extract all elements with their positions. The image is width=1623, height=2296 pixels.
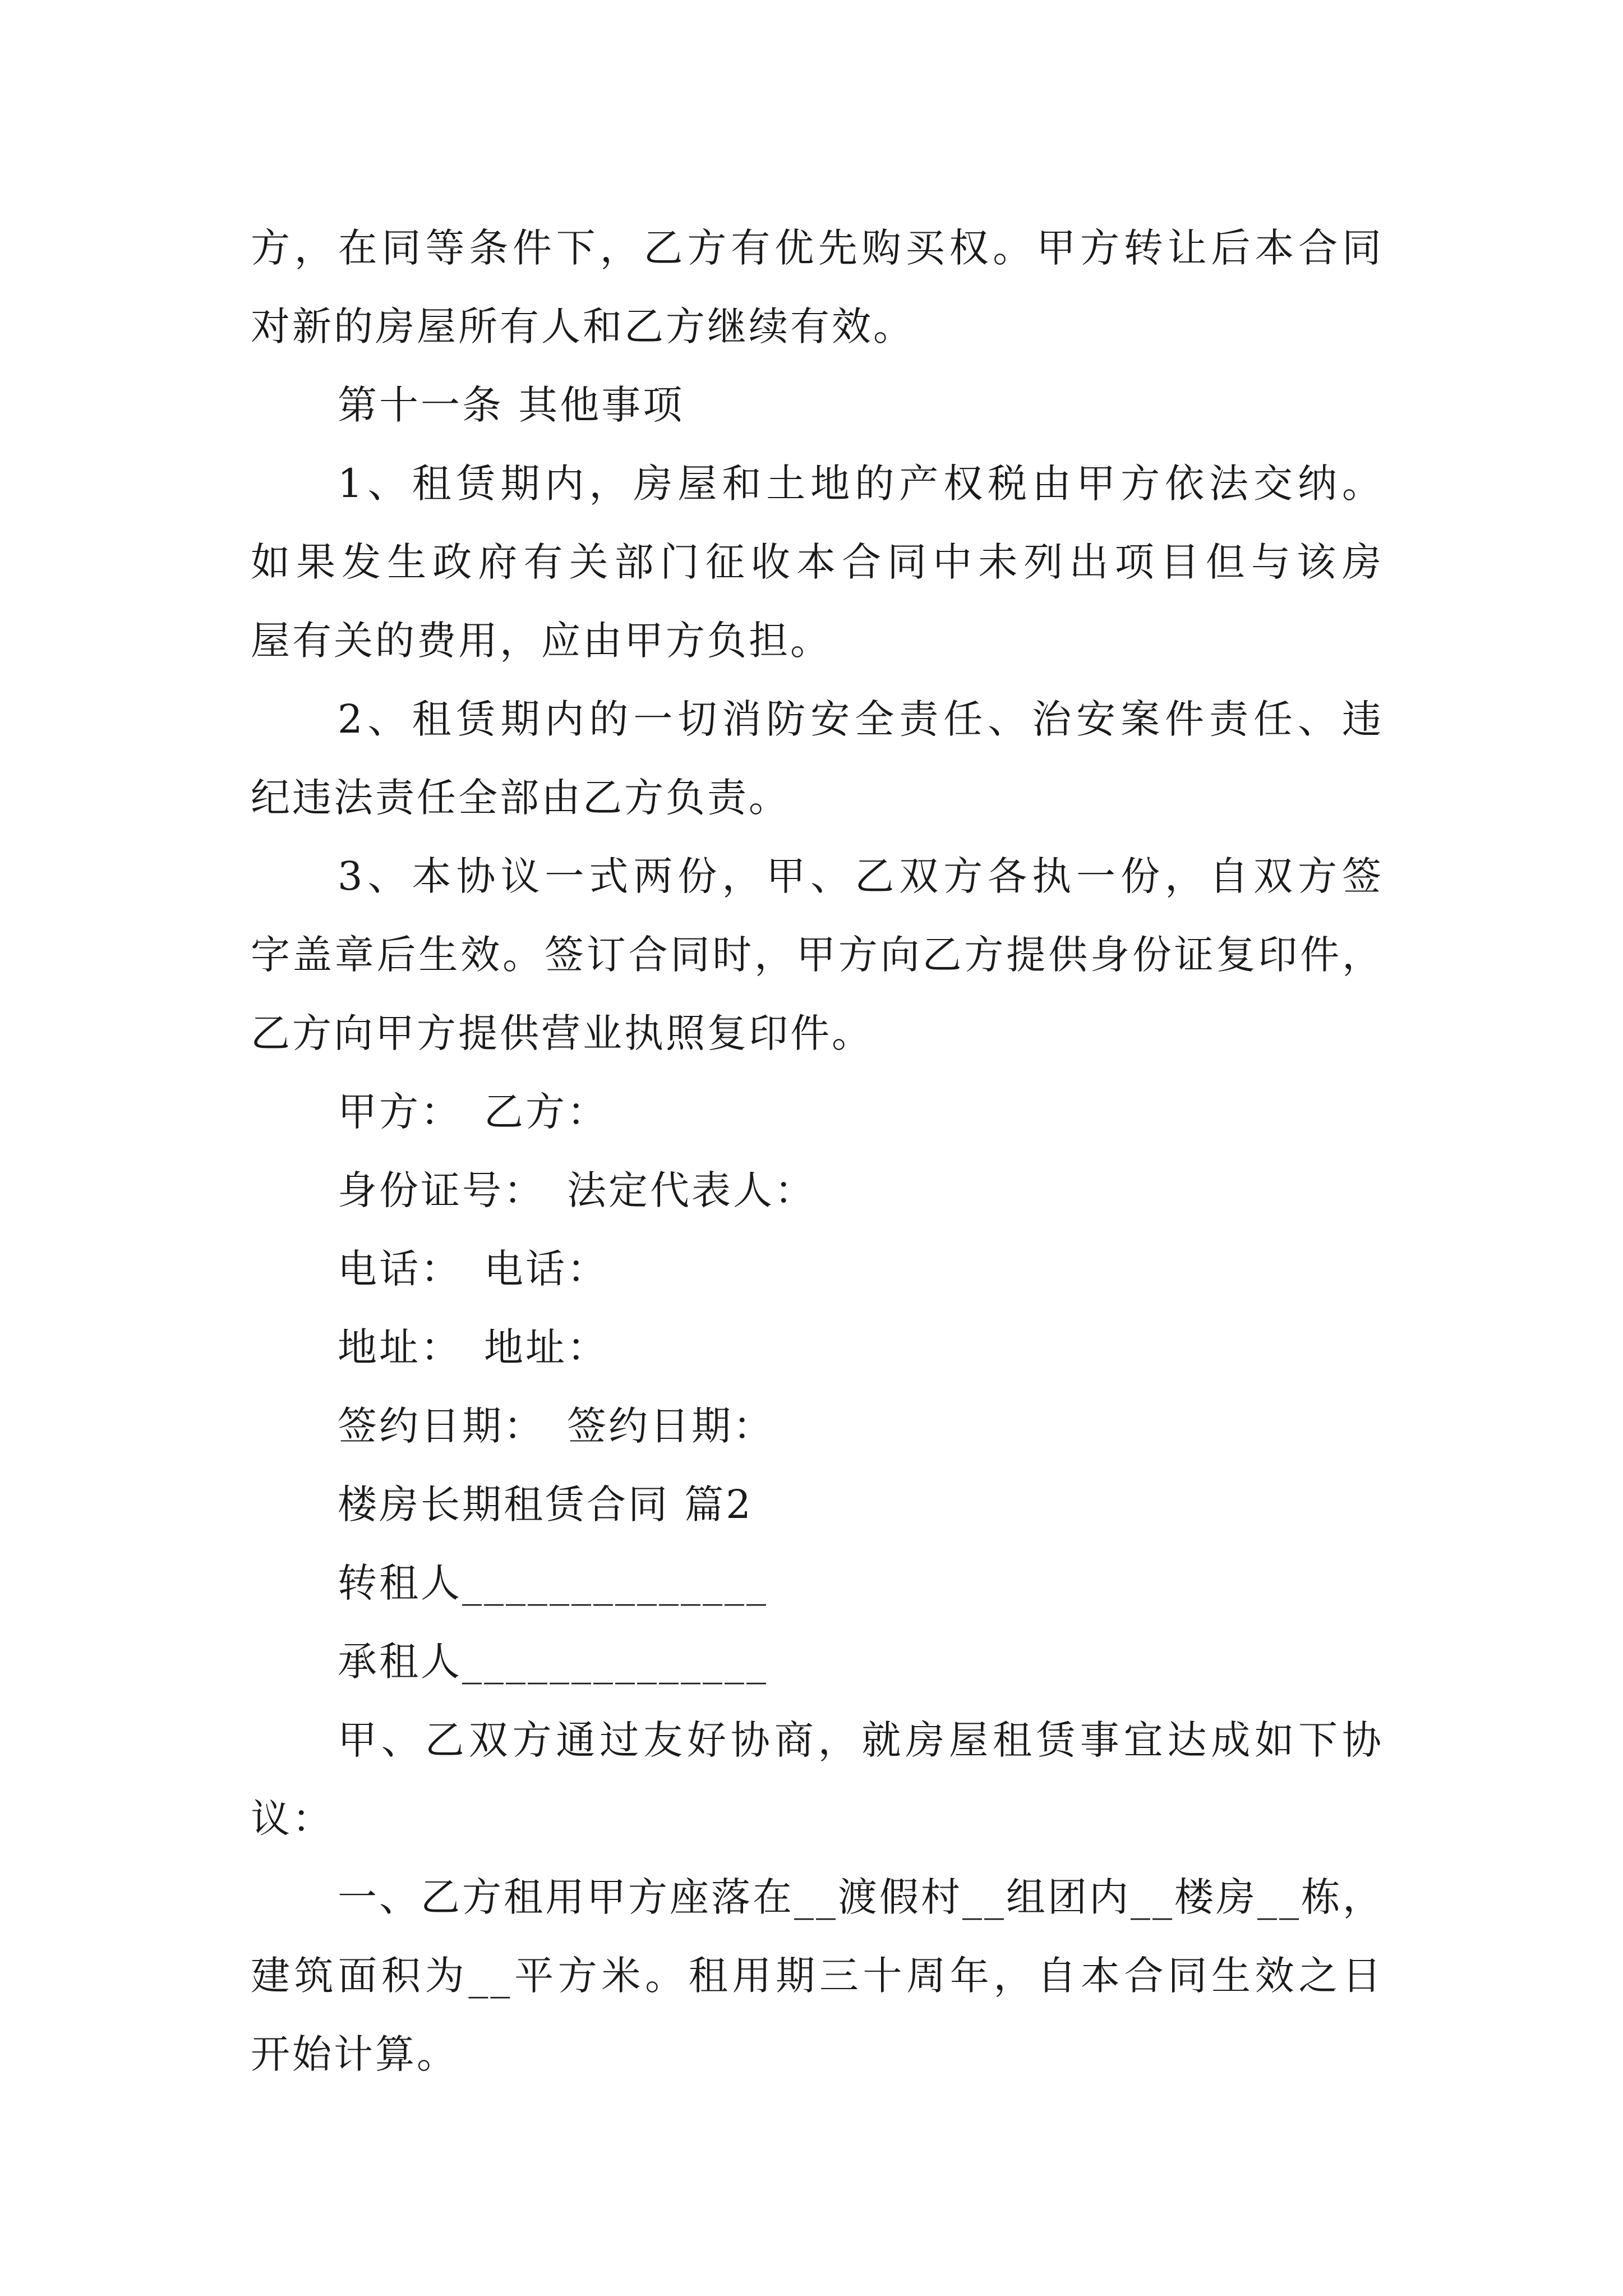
- signature-line-date: 签约日期： 签约日期：: [338, 1403, 774, 1449]
- paragraph-line: 对新的房屋所有人和乙方继续有效。: [251, 303, 915, 349]
- paragraph-line: 1、租赁期内，房屋和土地的产权税由甲方依法交纳。: [338, 461, 1384, 507]
- section-heading: 第十一条 其他事项: [338, 382, 685, 428]
- signature-line-address: 地址： 地址：: [338, 1324, 608, 1370]
- paragraph-line: 一、乙方租用甲方座落在__渡假村__组团内__楼房__栋，: [338, 1874, 1384, 1920]
- document-body: [251, 209, 1384, 2093]
- lessee-field: 承租人______________: [338, 1639, 768, 1685]
- paragraph-line: 纪违法责任全部由乙方负责。: [251, 775, 790, 821]
- signature-line-phone: 电话： 电话：: [338, 1246, 608, 1292]
- paragraph-line: 乙方向甲方提供营业执照复印件。: [251, 1010, 873, 1056]
- paragraph-line: 如果发生政府有关部门征收本合同中未列出项目但与该房: [251, 539, 1384, 585]
- signature-line-id: 身份证号： 法定代表人：: [338, 1167, 816, 1213]
- sublessor-field: 转租人______________: [338, 1560, 768, 1606]
- paragraph-line: 2、租赁期内的一切消防安全责任、治安案件责任、违: [338, 696, 1384, 742]
- paragraph-line: 甲、乙双方通过友好协商，就房屋租赁事宜达成如下协: [338, 1717, 1384, 1763]
- paragraph-line: 字盖章后生效。签订合同时，甲方向乙方提供身份证复印件，: [251, 932, 1384, 978]
- paragraph-line: 建筑面积为__平方米。租用期三十周年，自本合同生效之日: [251, 1953, 1384, 1999]
- paragraph-line: 议：: [251, 1796, 334, 1842]
- signature-line-party: 甲方： 乙方：: [338, 1089, 608, 1135]
- paragraph-line: 3、本协议一式两份，甲、乙双方各执一份，自双方签: [338, 853, 1384, 899]
- paragraph-line: 方，在同等条件下，乙方有优先购买权。甲方转让后本合同: [251, 225, 1384, 271]
- contract-title: 楼房长期租赁合同 篇2: [338, 1481, 753, 1527]
- paragraph-line: 开始计算。: [251, 2031, 458, 2077]
- paragraph-line: 屋有关的费用，应由甲方负担。: [251, 618, 832, 664]
